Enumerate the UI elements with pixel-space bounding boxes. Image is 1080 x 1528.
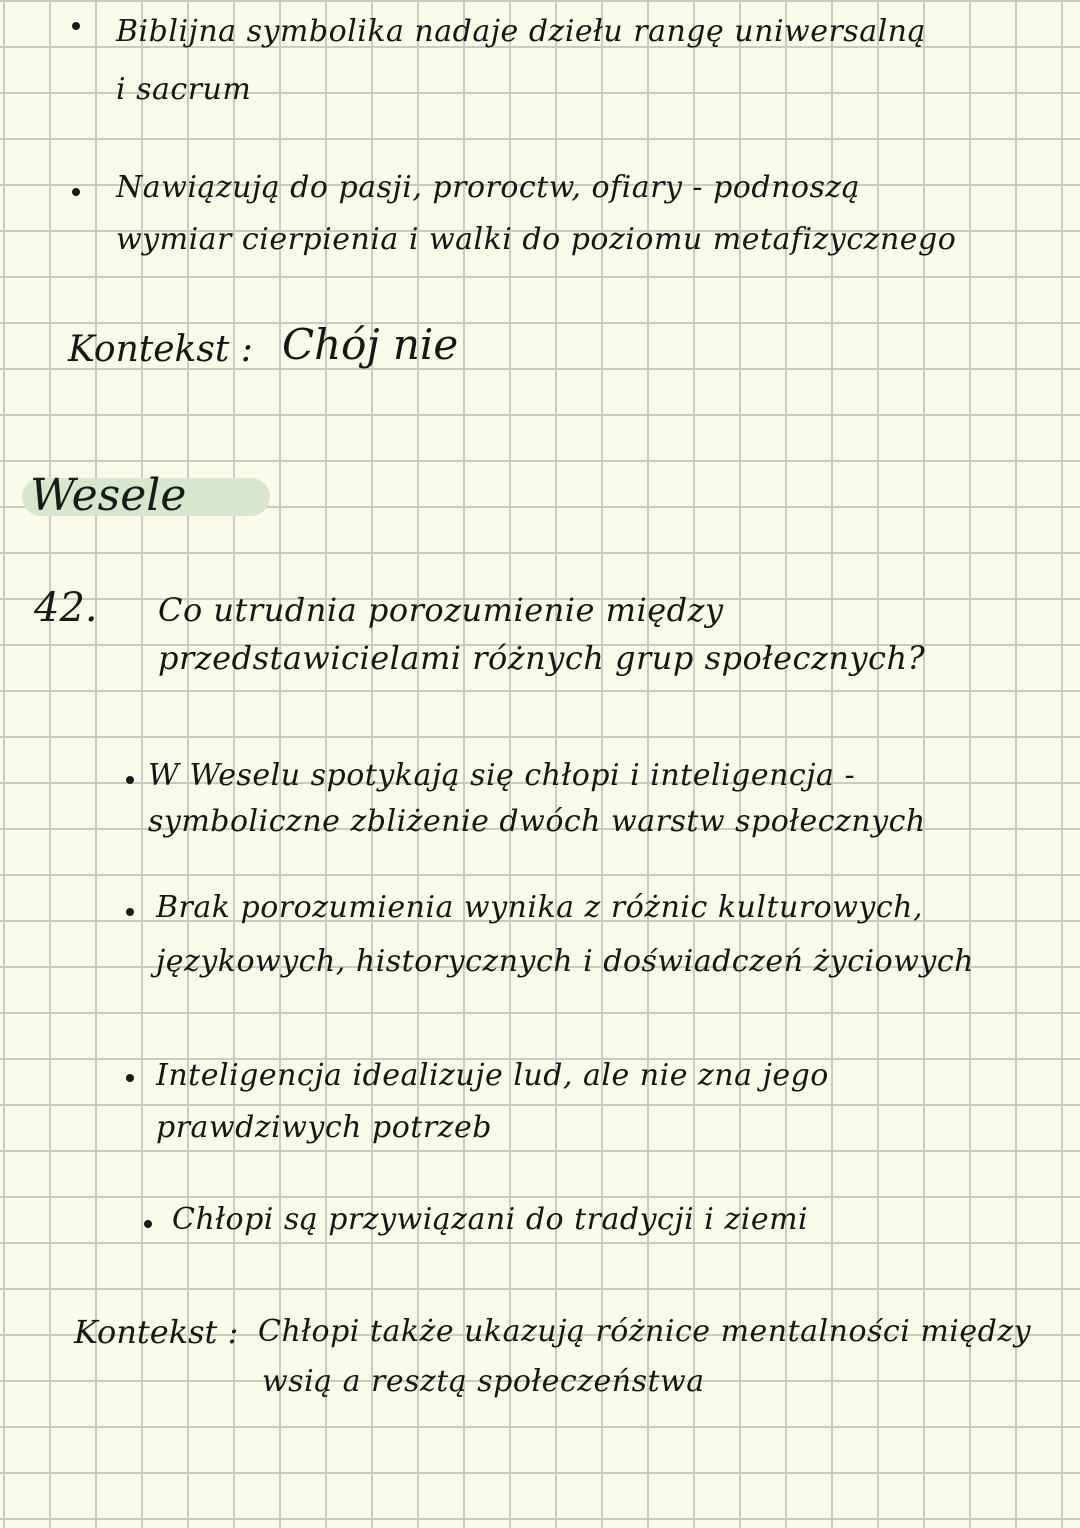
note-line: Nawiązują do pasji, proroctw, ofiary - podnoszą [116,170,861,205]
context-value: Chój nie [282,320,459,369]
note-line: W Weselu spotykają się chłopi i inteligencja - [148,758,856,793]
bullet-dot [126,1074,134,1082]
note-line: wymiar cierpienia i walki do poziomu metafizycznego [116,222,957,257]
bullet-dot [72,22,80,30]
section-title: Wesele [30,470,187,521]
note-line: Inteligencja idealizuje lud, ale nie zna jego [156,1058,829,1093]
question-number: 42. [34,585,98,631]
question-line: przedstawicielami różnych grup społecznych? [158,639,926,677]
bullet-dot [72,188,80,196]
bullet-dot [126,776,134,784]
note-line: językowych, historycznych i doświadczeń życiowych [156,944,974,979]
context-line: Chłopi także ukazują różnice mentalności między [258,1314,1032,1349]
note-line: Biblijna symbolika nadaje dziełu rangę uniwersalną [116,14,926,49]
note-line: Chłopi są przywiązani do tradycji i ziemi [172,1202,809,1237]
context-label: Kontekst : [68,329,253,370]
bullet-dot [126,908,134,916]
bullet-dot [144,1220,152,1228]
note-line: symboliczne zbliżenie dwóch warstw społecznych [148,804,926,839]
note-line: prawdziwych potrzeb [156,1110,492,1145]
note-line: Brak porozumienia wynika z różnic kulturowych, [156,890,924,925]
context-label: Kontekst : [74,1313,239,1351]
question-line: Co utrudnia porozumienie między [158,591,724,629]
context-line: wsią a resztą społeczeństwa [262,1364,705,1399]
note-line: i sacrum [116,72,252,107]
